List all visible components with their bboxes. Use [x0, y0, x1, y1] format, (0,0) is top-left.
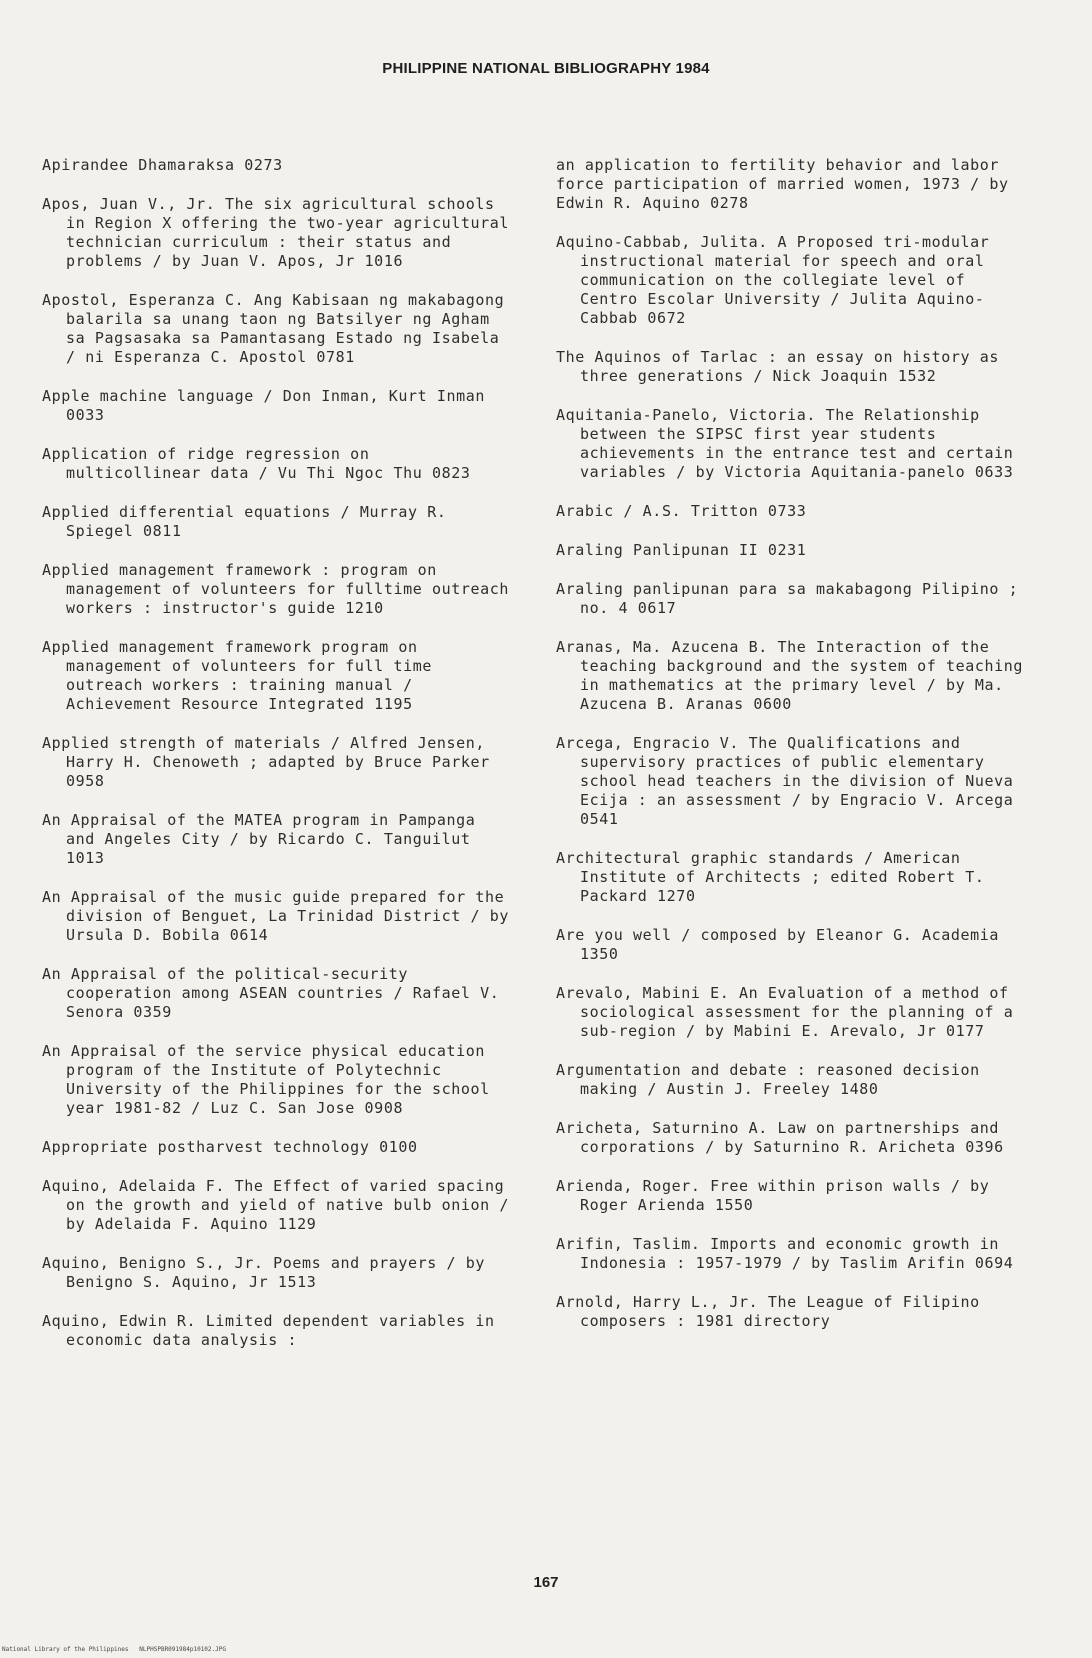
- bibliography-entry: An Appraisal of the MATEA program in Pampanga and Angeles City / by Ricardo C. Tanguilut 1013: [42, 811, 476, 867]
- bibliography-entry: Apostol, Esperanza C. Ang Kabisaan ng makabagong balarila sa unang taon ng Batsilyer ng Agham sa Pagsasaka sa Pamantasang Estado ng Isabela / ni Esperanza C. Apostol 0781: [42, 291, 505, 366]
- bibliography-entry: Aricheta, Saturnino A. Law on partnerships and corporations / by Saturnino R. Aricheta 0396: [556, 1119, 1004, 1156]
- footer-filename: NLPHSPBR091984p10102.JPG: [139, 1646, 226, 1653]
- bibliography-entry: An Appraisal of the music guide prepared for the division of Benguet, La Trinidad District / by Ursula D. Bobila 0614: [42, 888, 510, 944]
- left-column: [42, 156, 512, 1370]
- bibliography-entry: The Aquinos of Tarlac : an essay on history as three generations / Nick Joaquin 1532: [556, 348, 1000, 385]
- bibliography-entry: Araling panlipunan para sa makabagong Pilipino ; no. 4 0617: [556, 580, 1019, 617]
- bibliography-entry: Aquino, Adelaida F. The Effect of varied spacing on the growth and yield of native bulb onion / by Adelaida F. Aquino 1129: [42, 1177, 510, 1233]
- bibliography-entry: Arnold, Harry L., Jr. The League of Filipino composers : 1981 directory: [556, 1293, 980, 1330]
- bibliography-entry: Applied strength of materials / Alfred Jensen, Harry H. Chenoweth ; adapted by Bruce Parker 0958: [42, 734, 490, 790]
- bibliography-entry: Aquitania-Panelo, Victoria. The Relationship between the SIPSC first year students achievements in the entrance test and certain variables / by Victoria Aquitania-panelo 0633: [556, 406, 1014, 481]
- bibliography-entry: Applied management framework : program on management of volunteers for fulltime outreach workers : instructor's guide 1210: [42, 561, 510, 617]
- bibliography-entry: Aquino-Cabbab, Julita. A Proposed tri-modular instructional material for speech and oral communication on the collegiate level of Centro Escolar University / Julita Aquino-Cabbab 0672: [556, 233, 990, 327]
- bibliography-entry: Applied management framework program on management of volunteers for full time outreach workers : training manual / Achievement Resource Integrated 1195: [42, 638, 432, 713]
- bibliography-entry: Applied differential equations / Murray R. Spiegel 0811: [42, 503, 447, 540]
- bibliography-entry: Arabic / A.S. Tritton 0733: [556, 502, 807, 520]
- bibliography-entry: An Appraisal of the political-security cooperation among ASEAN countries / Rafael V. Senora 0359: [42, 965, 500, 1021]
- bibliography-entry: Araling Panlipunan II 0231: [556, 541, 807, 559]
- bibliography-entry: Aquino, Benigno S., Jr. Poems and prayers / by Benigno S. Aquino, Jr 1513: [42, 1254, 486, 1291]
- bibliography-entry-continued: an application to fertility behavior and labor force participation of married women, 1973 / by Edwin R. Aquino 0278: [556, 156, 1009, 212]
- page-number: 167: [533, 1574, 559, 1591]
- bibliography-entry: Apple machine language / Don Inman, Kurt Inman 0033: [42, 387, 486, 424]
- bibliography-entry: Aquino, Edwin R. Limited dependent variables in economic data analysis :: [42, 1312, 495, 1349]
- scan-footer: [2, 1646, 226, 1653]
- bibliography-entry: Arcega, Engracio V. The Qualifications and supervisory practices of public elementary school head teachers in the division of Nueva Ecija : an assessment / by Engracio V. Arcega 0541: [556, 734, 1014, 828]
- bibliography-entry: Aranas, Ma. Azucena B. The Interaction of the teaching background and the system of teaching in mathematics at the primary level / by Ma. Azucena B. Aranas 0600: [556, 638, 1024, 713]
- page-header: PHILIPPINE NATIONAL BIBLIOGRAPHY 1984: [382, 60, 710, 77]
- bibliography-entry: An Appraisal of the service physical education program of the Institute of Polytechnic University of the Philippines for the school year 1981-82 / Luz C. San Jose 0908: [42, 1042, 490, 1117]
- bibliography-entry: Apos, Juan V., Jr. The six agricultural schools in Region X offering the two-year agricultural technician curriculum : their status and problems / by Juan V. Apos, Jr 1016: [42, 195, 510, 270]
- bibliography-entry: Architectural graphic standards / American Institute of Architects ; edited Robert T. Packard 1270: [556, 849, 985, 905]
- bibliography-entry: Are you well / composed by Eleanor G. Academia 1350: [556, 926, 1000, 963]
- bibliography-entry: Arifin, Taslim. Imports and economic growth in Indonesia : 1957-1979 / by Taslim Arifin 0694: [556, 1235, 1014, 1272]
- bibliography-entry: Application of ridge regression on multicollinear data / Vu Thi Ngoc Thu 0823: [42, 445, 471, 482]
- bibliography-entry: Arienda, Roger. Free within prison walls / by Roger Arienda 1550: [556, 1177, 990, 1214]
- bibliography-entry: Arevalo, Mabini E. An Evaluation of a method of sociological assessment for the planning of a sub-region / by Mabini E. Arevalo, Jr 0177: [556, 984, 1014, 1040]
- footer-library: National Library of the Philippines: [2, 1646, 129, 1653]
- bibliography-entry: Argumentation and debate : reasoned decision making / Austin J. Freeley 1480: [556, 1061, 980, 1098]
- bibliography-entry: Apirandee Dhamaraksa 0273: [42, 156, 283, 174]
- right-column: [556, 156, 1026, 1351]
- bibliography-entry: Appropriate postharvest technology 0100: [42, 1138, 418, 1156]
